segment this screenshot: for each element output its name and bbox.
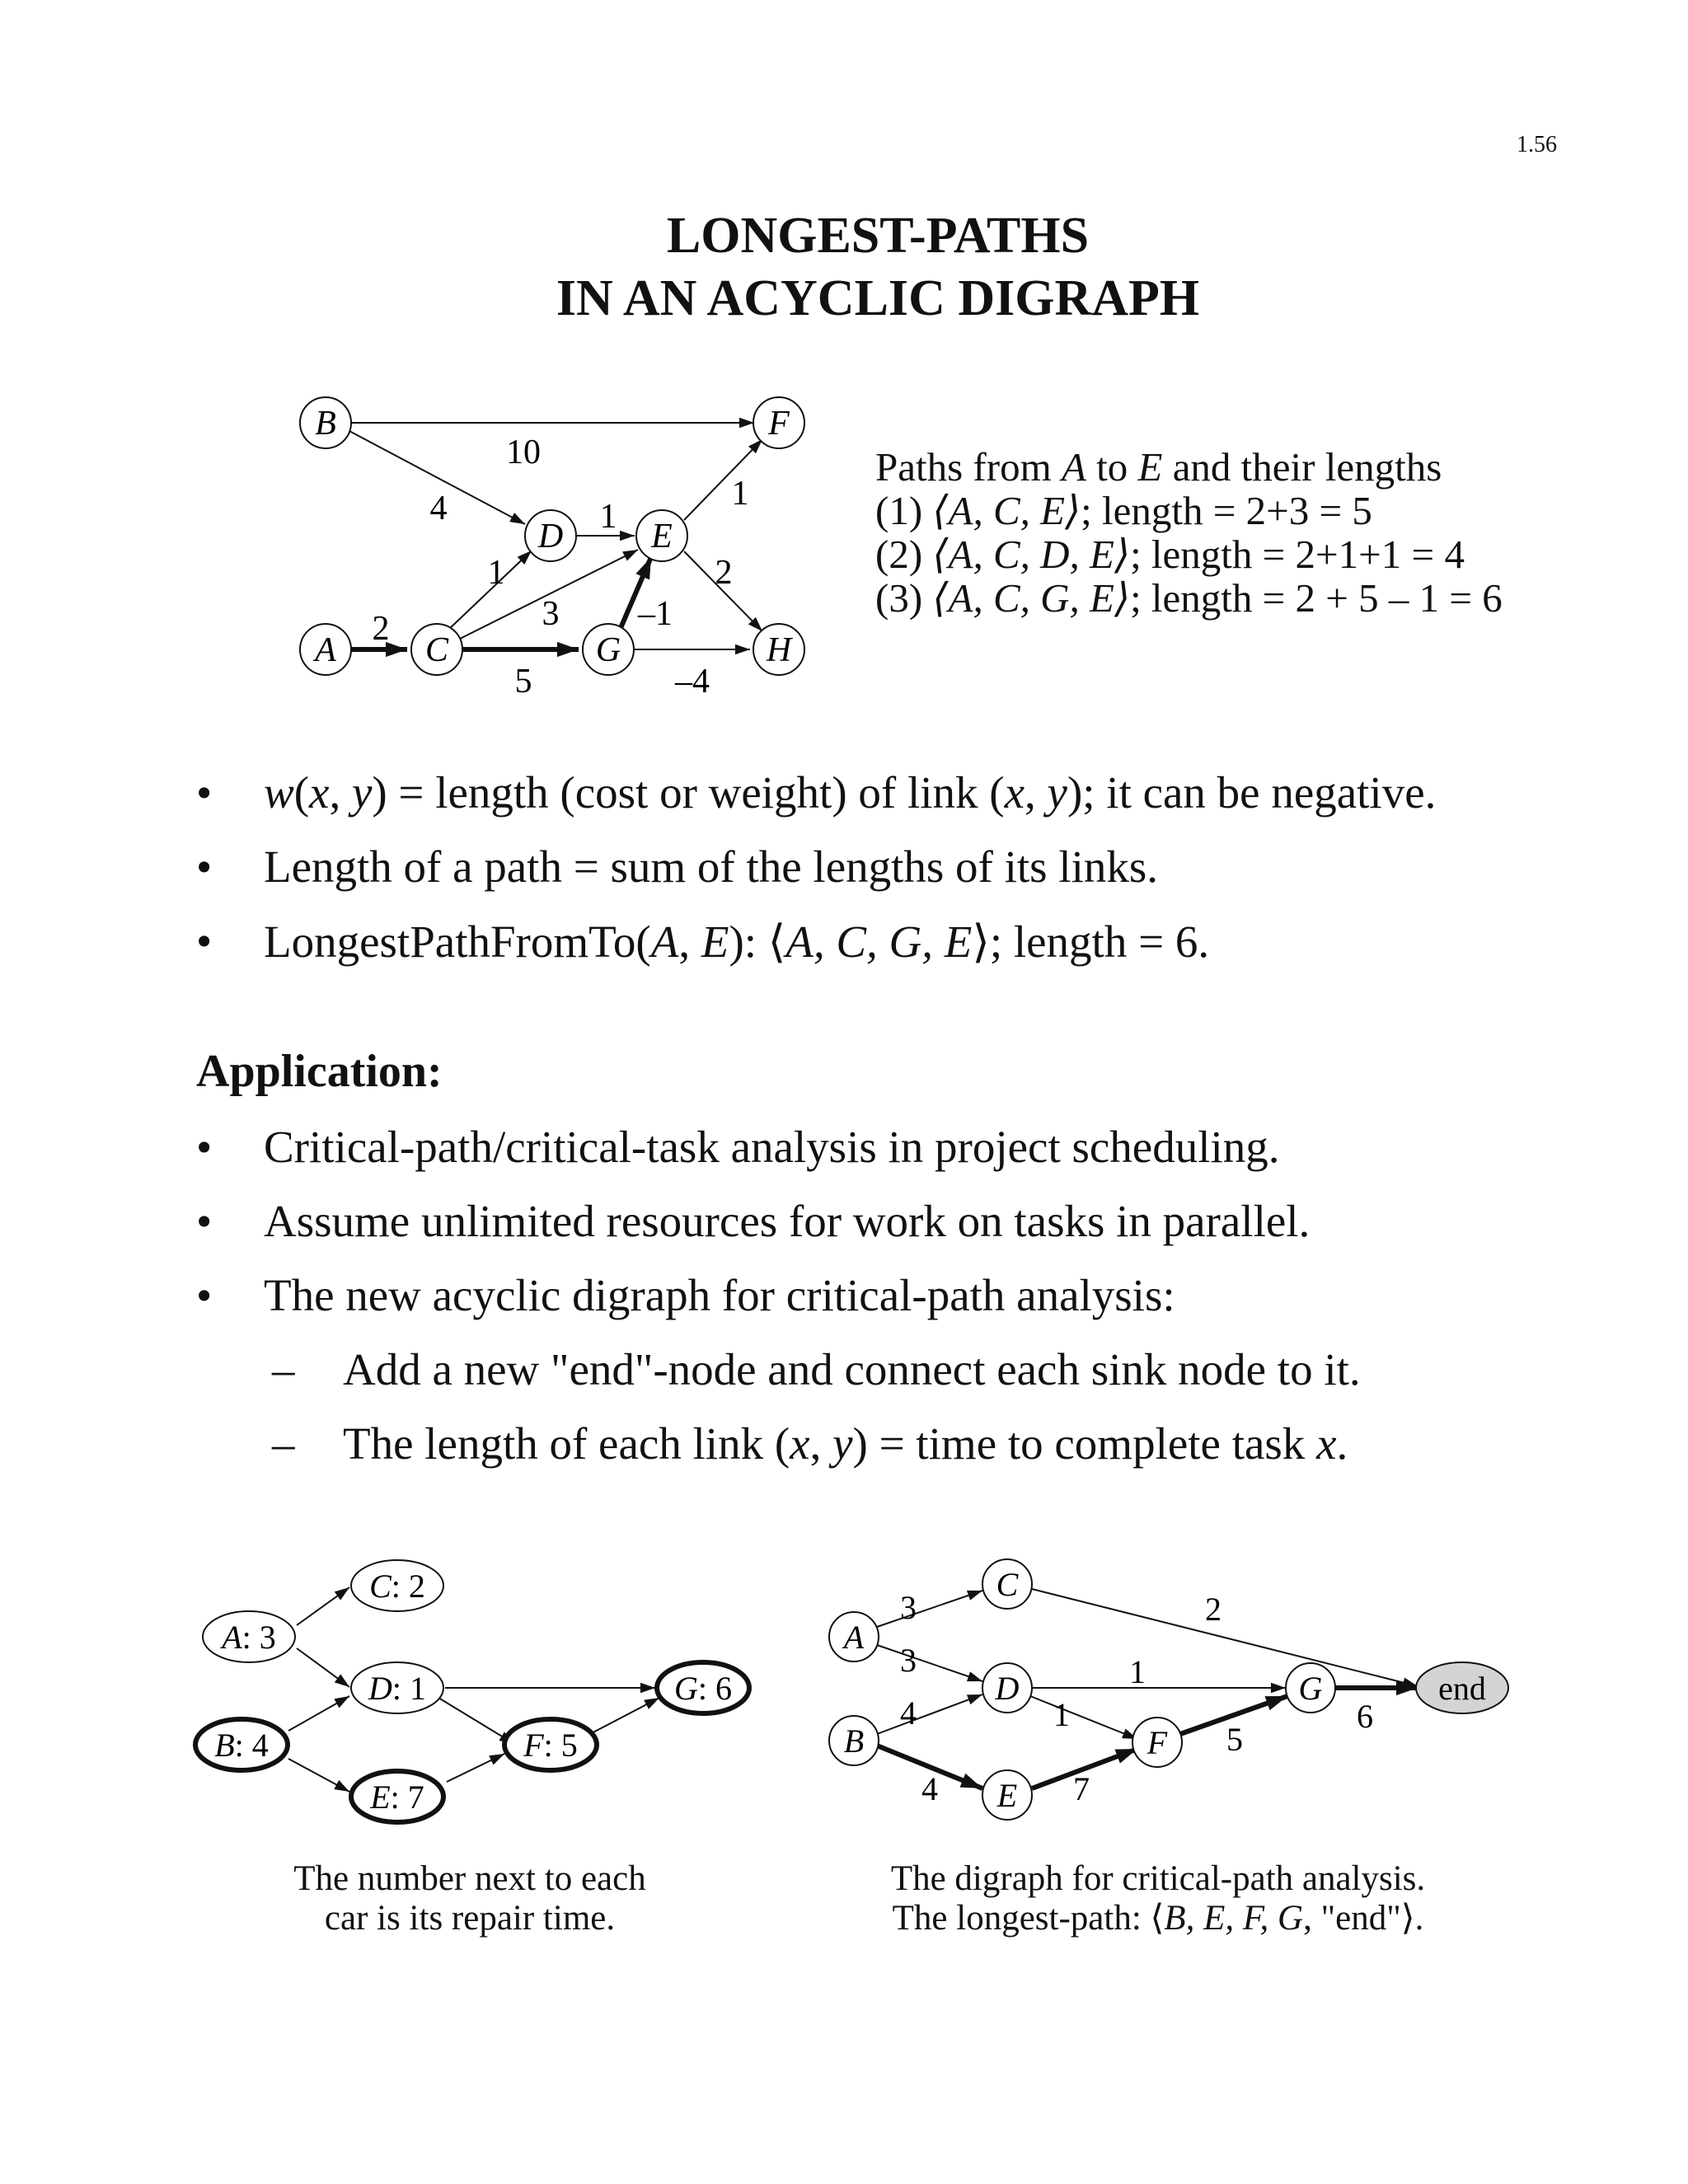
svg-text:A: 3: A: 3 xyxy=(222,1619,276,1656)
node-C-2 xyxy=(351,1560,443,1611)
edge-label-A-C: 2 xyxy=(372,610,390,648)
svg-text:B: 4: B: 4 xyxy=(214,1727,269,1764)
node-C xyxy=(411,624,462,675)
node-B xyxy=(829,1716,879,1765)
node-D xyxy=(982,1663,1032,1713)
title-line-1: LONGEST-PATHS xyxy=(666,208,1090,264)
path-line-2: (2) ⟨A, C, D, E⟩; length = 2+1+1 = 4 xyxy=(875,532,1465,577)
edge-B-D xyxy=(288,1696,349,1731)
path-line-3: (3) ⟨A, C, G, E⟩; length = 2 + 5 – 1 = 6 xyxy=(875,575,1503,621)
edge-label-E-F: 7 xyxy=(1073,1770,1090,1807)
edge-label-B-D: 4 xyxy=(900,1694,917,1732)
critical-path-graph xyxy=(816,1549,1541,1830)
edge-D-F xyxy=(438,1698,514,1744)
node-F xyxy=(753,397,804,448)
svg-text:C: 2: C: 2 xyxy=(369,1568,425,1605)
node-F xyxy=(1132,1718,1182,1767)
edge-label-G-H: –4 xyxy=(675,663,710,701)
svg-text:G: G xyxy=(1298,1670,1323,1707)
repair-time-graph xyxy=(181,1549,775,1838)
page-number: 1.56 xyxy=(1517,132,1557,157)
edge-label-G-end: 6 xyxy=(1357,1698,1373,1735)
node-C xyxy=(982,1559,1032,1609)
svg-text:F: 5: F: 5 xyxy=(523,1727,578,1764)
svg-text:H: H xyxy=(766,631,792,669)
svg-text:C: C xyxy=(996,1566,1019,1603)
node-E xyxy=(636,510,687,561)
node-E xyxy=(982,1770,1032,1820)
paths-block xyxy=(875,445,1503,620)
edge-label-D-E: 1 xyxy=(599,498,617,536)
edge-label-C-G: 5 xyxy=(514,663,532,701)
node-H xyxy=(753,624,804,675)
application-heading: Application: xyxy=(196,1046,443,1097)
node-end xyxy=(1416,1662,1508,1713)
edge-E-F xyxy=(447,1754,504,1782)
edge-B-E xyxy=(288,1759,349,1792)
paths-heading: Paths from A to E and their lengths xyxy=(875,444,1442,490)
edge-label-G-E: –1 xyxy=(638,595,673,633)
edge-label-D-F: 1 xyxy=(1053,1696,1070,1733)
edge-A-D xyxy=(877,1645,982,1681)
title-line-2: IN AN ACYCLIC DIGRAPH xyxy=(556,270,1200,326)
edge-label-C-E: 3 xyxy=(542,595,560,633)
svg-text:E: E xyxy=(651,518,673,555)
edge-label-B-E: 4 xyxy=(921,1770,938,1807)
edge-label-C-D: 1 xyxy=(487,554,505,592)
edge-label-E-F: 1 xyxy=(731,475,749,513)
edge-label-F-G: 5 xyxy=(1226,1721,1243,1758)
path-line-1: (1) ⟨A, C, E⟩; length = 2+3 = 5 xyxy=(875,488,1372,533)
edge-label-A-D: 3 xyxy=(900,1642,917,1679)
node-G xyxy=(583,624,634,675)
edge-D-F xyxy=(1030,1696,1137,1739)
page-title xyxy=(0,204,1688,330)
edge-F-G xyxy=(587,1698,659,1736)
svg-text:G: G xyxy=(595,631,621,669)
edge-label-A-C: 3 xyxy=(900,1589,917,1626)
svg-text:A: A xyxy=(843,1619,865,1656)
node-D xyxy=(525,510,576,561)
edge-label-B-F: 10 xyxy=(506,434,541,471)
right-graph-caption: The digraph for critical-path analysis. The longest-path: ⟨B, E, F, G, "end"⟩. xyxy=(890,1859,1426,1938)
node-F-5 xyxy=(504,1719,597,1770)
svg-text:E: E xyxy=(996,1777,1018,1814)
node-A xyxy=(829,1612,879,1661)
svg-text:B: B xyxy=(843,1722,865,1760)
edge-B-D xyxy=(877,1694,982,1734)
svg-text:C: C xyxy=(424,631,449,669)
edge-label-E-H: 2 xyxy=(715,554,733,592)
edge-C-end xyxy=(1032,1589,1418,1686)
node-B-4 xyxy=(195,1719,288,1770)
node-G xyxy=(1286,1663,1335,1713)
svg-text:end: end xyxy=(1438,1670,1486,1707)
node-D-1 xyxy=(351,1662,443,1713)
svg-text:G: 6: G: 6 xyxy=(673,1670,733,1707)
edge-A-C xyxy=(877,1591,982,1627)
node-A-3 xyxy=(203,1611,295,1662)
node-G-6 xyxy=(657,1662,749,1713)
node-A xyxy=(300,624,351,675)
edge-E-F xyxy=(684,439,762,520)
edge-A-D xyxy=(297,1648,349,1687)
edge-A-C xyxy=(297,1587,349,1625)
node-E-7 xyxy=(351,1771,443,1822)
edge-label-B-D: 4 xyxy=(429,490,448,527)
svg-text:D: D xyxy=(995,1670,1020,1707)
edge-label-C-end: 2 xyxy=(1205,1591,1221,1628)
top-digraph xyxy=(280,387,841,717)
svg-text:F: F xyxy=(1146,1724,1168,1761)
svg-text:D: 1: D: 1 xyxy=(368,1670,427,1707)
svg-text:A: A xyxy=(315,631,336,669)
left-graph-caption: The number next to each car is its repair time. xyxy=(293,1859,646,1938)
svg-text:F: F xyxy=(768,405,790,443)
svg-text:E: 7: E: 7 xyxy=(370,1779,424,1816)
svg-text:B: B xyxy=(315,405,336,443)
node-B xyxy=(300,397,351,448)
edge-label-D-G: 1 xyxy=(1129,1653,1146,1690)
svg-text:D: D xyxy=(537,518,564,555)
